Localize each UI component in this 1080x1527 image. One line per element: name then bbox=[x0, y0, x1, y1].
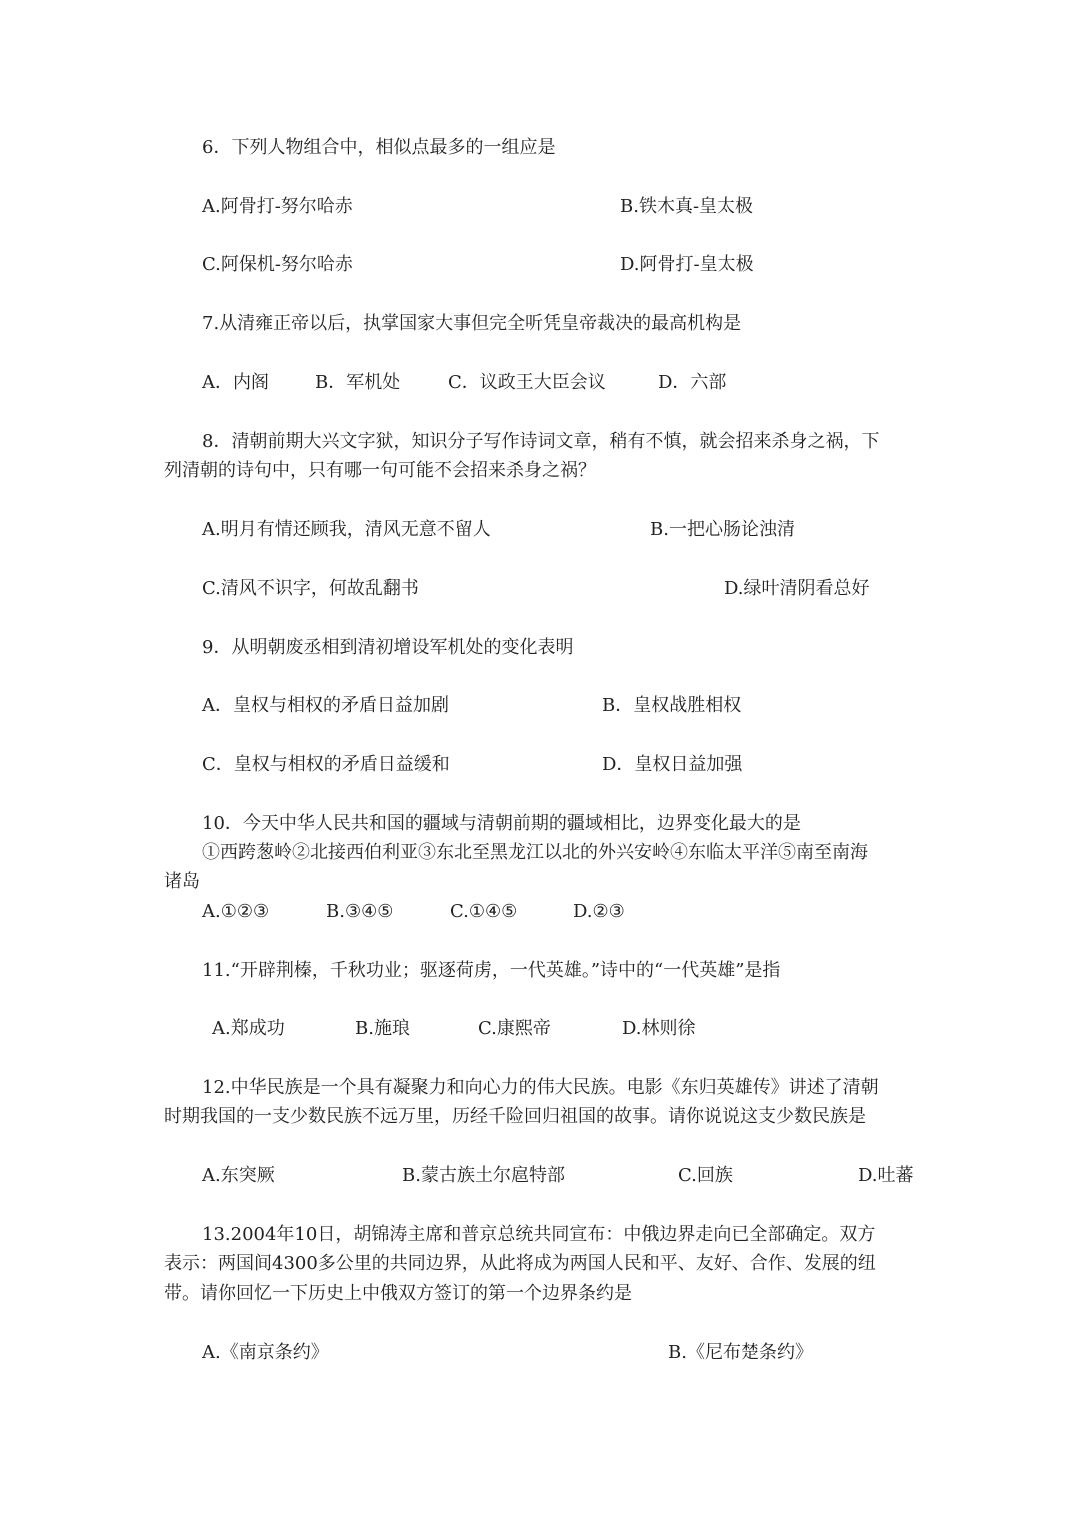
question-12-option-a: A.东突厥 bbox=[202, 1165, 275, 1186]
question-7-option-a: A．内阁 bbox=[202, 372, 269, 393]
question-12-stem-line-2: 时期我国的一支少数民族不远万里，历经千险回归祖国的故事。请你说说这支少数民族是 bbox=[164, 1106, 866, 1127]
question-10-option-b: B.③④⑤ bbox=[326, 901, 394, 922]
question-9-option-c: C．皇权与相权的矛盾日益缓和 bbox=[202, 754, 450, 775]
question-6-option-c: C.阿保机-努尔哈赤 bbox=[202, 254, 353, 275]
question-11-option-b: B.施琅 bbox=[355, 1018, 410, 1039]
question-6-option-b: B.铁木真-皇太极 bbox=[620, 196, 754, 217]
question-8-option-a: A.明月有情还顾我，清风无意不留人 bbox=[202, 519, 491, 540]
question-8-stem-line-1: 8．清朝前期大兴文字狱，知识分子写作诗词文章，稍有不慎，就会招来杀身之祸，下 bbox=[202, 431, 880, 452]
question-12-option-d: D.吐蕃 bbox=[858, 1165, 914, 1186]
question-10-stem-line-1: 10．今天中华人民共和国的疆域与清朝前期的疆域相比，边界变化最大的是 bbox=[202, 813, 801, 834]
question-9-stem: 9．从明朝废丞相到清初增设军机处的变化表明 bbox=[202, 637, 574, 658]
question-7-option-b: B．军机处 bbox=[315, 372, 401, 393]
question-7-option-c: C．议政王大臣会议 bbox=[448, 372, 606, 393]
question-9-option-a: A．皇权与相权的矛盾日益加剧 bbox=[202, 695, 449, 716]
question-11-option-d: D.林则徐 bbox=[622, 1018, 696, 1039]
question-13-option-a: A.《南京条约》 bbox=[202, 1342, 329, 1363]
question-13-stem-line-3: 带。请你回忆一下历史上中俄双方签订的第一个边界条约是 bbox=[164, 1283, 632, 1304]
question-13-stem-line-1: 13.2004年10日，胡锦涛主席和普京总统共同宣布：中俄边界走向已全部确定。双方 bbox=[202, 1224, 876, 1245]
question-8-option-d: D.绿叶清阴看总好 bbox=[724, 578, 870, 599]
question-11-option-a: A.郑成功 bbox=[212, 1018, 285, 1039]
question-8-option-c: C.清风不识字，何故乱翻书 bbox=[202, 578, 419, 599]
question-7-stem: 7.从清雍正帝以后，执掌国家大事但完全听凭皇帝裁决的最高机构是 bbox=[202, 313, 742, 334]
question-10-stem-line-2: ①西跨葱岭②北接西伯利亚③东北至黑龙江以北的外兴安岭④东临太平洋⑤南至南海 bbox=[202, 842, 868, 863]
question-11-stem: 11.“开辟荆榛，千秋功业；驱逐荷虏，一代英雄。”诗中的“一代英雄”是指 bbox=[202, 960, 781, 981]
question-6-option-d: D.阿骨打-皇太极 bbox=[620, 254, 754, 275]
question-9-option-d: D．皇权日益加强 bbox=[602, 754, 743, 775]
question-12-stem-line-1: 12.中华民族是一个具有凝聚力和向心力的伟大民族。电影《东归英雄传》讲述了清朝 bbox=[202, 1077, 879, 1098]
question-11-option-c: C.康熙帝 bbox=[478, 1018, 551, 1039]
question-7-option-d: D．六部 bbox=[658, 372, 727, 393]
question-9-option-b: B．皇权战胜相权 bbox=[602, 695, 742, 716]
question-12-option-c: C.回族 bbox=[678, 1165, 733, 1186]
question-10-option-d: D.②③ bbox=[573, 901, 625, 922]
question-6-stem: 6．下列人物组合中，相似点最多的一组应是 bbox=[202, 137, 556, 158]
question-10-stem-line-3: 诸岛 bbox=[164, 871, 200, 892]
question-8-stem-line-2: 列清朝的诗句中，只有哪一句可能不会招来杀身之祸？ bbox=[164, 460, 596, 481]
question-6-option-a: A.阿骨打-努尔哈赤 bbox=[202, 196, 353, 217]
question-10-option-a: A.①②③ bbox=[202, 901, 270, 922]
question-13-option-b: B.《尼布楚条约》 bbox=[668, 1342, 813, 1363]
question-12-option-b: B.蒙古族土尔扈特部 bbox=[402, 1165, 565, 1186]
question-13-stem-line-2: 表示：两国间4300多公里的共同边界，从此将成为两国人民和平、友好、合作、发展的纽 bbox=[164, 1253, 876, 1274]
question-8-option-b: B.一把心肠论浊清 bbox=[650, 519, 795, 540]
question-10-option-c: C.①④⑤ bbox=[450, 901, 518, 922]
